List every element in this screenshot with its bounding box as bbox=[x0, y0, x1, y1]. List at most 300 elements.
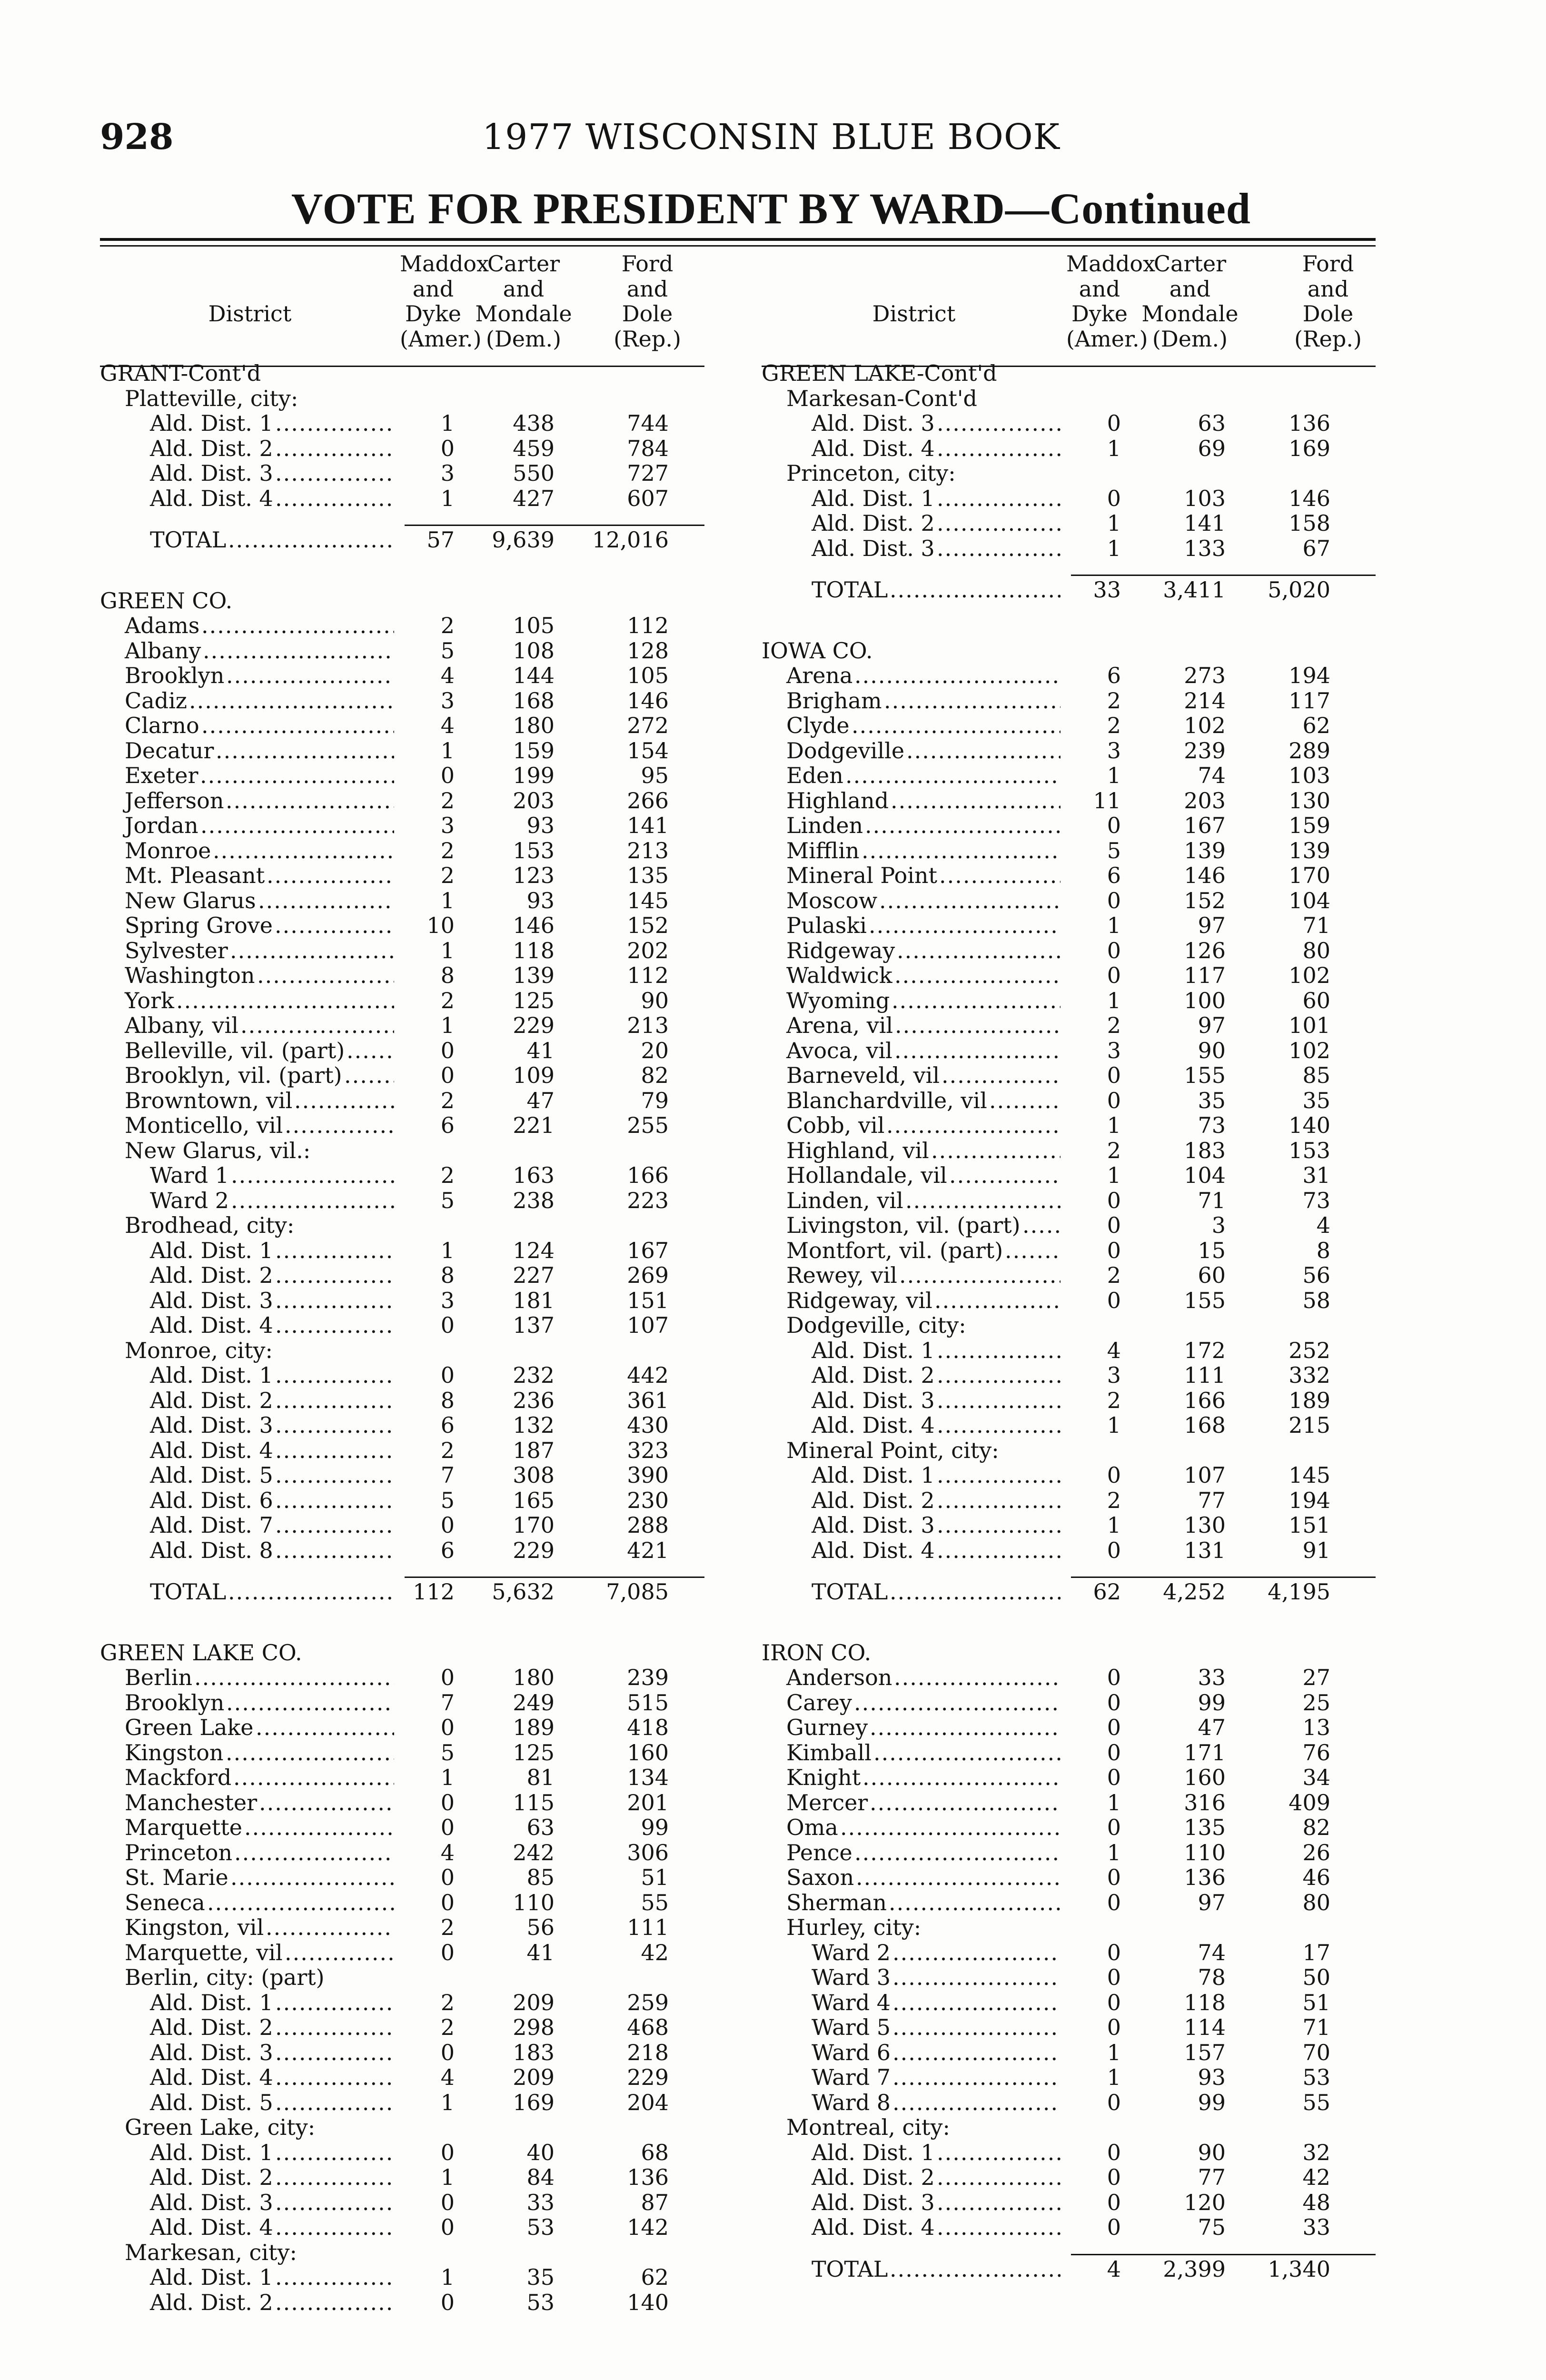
district-name: Ald. Dist. 3 bbox=[150, 2039, 273, 2065]
table-row bbox=[762, 1513, 1376, 1538]
maddox-value: 57 bbox=[426, 527, 455, 553]
carter-value: 60 bbox=[1198, 1262, 1226, 1288]
ford-value: 289 bbox=[1288, 737, 1330, 764]
table-row bbox=[762, 763, 1376, 788]
maddox-value: 0 bbox=[440, 1062, 455, 1088]
district-name: Hollandale, vil bbox=[786, 1162, 947, 1188]
maddox-value: 4 bbox=[440, 2064, 455, 2090]
district-name: Carey bbox=[786, 1689, 852, 1716]
book-title: 1977 WISCONSIN BLUE BOOK bbox=[482, 117, 1060, 158]
carter-value: 93 bbox=[526, 813, 555, 838]
carter-value: 183 bbox=[513, 2039, 555, 2065]
carter-value: 227 bbox=[513, 1262, 555, 1288]
ford-value: 32 bbox=[1302, 2139, 1330, 2165]
ford-value: 146 bbox=[627, 687, 669, 714]
ford-value: 20 bbox=[641, 1037, 669, 1063]
ford-value: 160 bbox=[627, 1739, 669, 1765]
maddox-value: 3 bbox=[1107, 1037, 1121, 1063]
carter-value: 126 bbox=[1184, 937, 1226, 963]
ford-value: 87 bbox=[641, 2189, 669, 2215]
maddox-value: 0 bbox=[440, 2039, 455, 2065]
section-heading bbox=[100, 2115, 704, 2140]
left-rows bbox=[100, 361, 704, 2315]
carter-value: 144 bbox=[513, 663, 555, 688]
district-name: Ward 8 bbox=[812, 2089, 891, 2115]
maddox-value: 0 bbox=[1107, 1815, 1121, 1840]
table-row bbox=[762, 2015, 1376, 2040]
running-header bbox=[100, 117, 1442, 174]
district-name: Ward 6 bbox=[812, 2039, 891, 2065]
ford-value: 201 bbox=[627, 1789, 669, 1815]
maddox-value: 3 bbox=[440, 1287, 455, 1313]
district-name: Ald. Dist. 4 bbox=[812, 1537, 935, 1563]
ford-value: 12,016 bbox=[592, 527, 669, 553]
district-name: Cobb, vil bbox=[786, 1112, 885, 1138]
district-name: Ward 2 bbox=[150, 1187, 229, 1213]
carter-value: 56 bbox=[526, 1914, 555, 1940]
table-row bbox=[100, 863, 704, 888]
carter-value: 203 bbox=[513, 787, 555, 813]
maddox-value: 0 bbox=[440, 2189, 455, 2215]
district-name: Monticello, vil bbox=[125, 1112, 283, 1138]
table-row bbox=[100, 1363, 704, 1388]
ford-value: 56 bbox=[1302, 1262, 1330, 1288]
ford-value: 727 bbox=[627, 460, 669, 486]
carter-value: 97 bbox=[1198, 1012, 1226, 1038]
maddox-value: 6 bbox=[440, 1412, 455, 1438]
carter-value: 170 bbox=[513, 1512, 555, 1538]
ford-value: 25 bbox=[1302, 1689, 1330, 1716]
district-name: Linden bbox=[786, 813, 863, 838]
maddox-value: 2 bbox=[440, 837, 455, 863]
district-name: TOTAL bbox=[150, 527, 227, 553]
district-name: Ald. Dist. 1 bbox=[150, 2139, 273, 2165]
table-row bbox=[100, 2265, 704, 2290]
carter-value: 316 bbox=[1184, 1789, 1226, 1815]
district-name: Ald. Dist. 6 bbox=[150, 1487, 273, 1513]
district-name: Browntown, vil bbox=[125, 1087, 293, 1113]
carter-value: 102 bbox=[1184, 713, 1226, 738]
section-heading bbox=[762, 386, 1376, 411]
table-row bbox=[100, 1940, 704, 1965]
table-row bbox=[100, 713, 704, 738]
ford-value: 229 bbox=[627, 2064, 669, 2090]
carter-value: 168 bbox=[513, 687, 555, 714]
ford-value: 266 bbox=[627, 787, 669, 813]
ford-value: 306 bbox=[627, 1839, 669, 1865]
table-row bbox=[762, 1940, 1376, 1965]
section-heading bbox=[100, 361, 704, 386]
ford-value: 1,340 bbox=[1268, 2256, 1330, 2282]
maddox-header: Maddox and Dyke (Amer.) bbox=[400, 251, 489, 352]
carter-value: 209 bbox=[513, 1989, 555, 2015]
district-name: Montreal, city: bbox=[786, 2114, 950, 2140]
maddox-value: 2 bbox=[1107, 1387, 1121, 1413]
ford-value: 288 bbox=[627, 1512, 669, 1538]
table-row bbox=[762, 2065, 1376, 2090]
carter-value: 163 bbox=[513, 1162, 555, 1188]
district-name: Ald. Dist. 3 bbox=[812, 1387, 935, 1413]
district-name: Ald. Dist. 1 bbox=[150, 1362, 273, 1388]
maddox-value: 0 bbox=[1107, 2214, 1121, 2240]
maddox-value: 2 bbox=[440, 1914, 455, 1940]
district-name: Eden bbox=[786, 763, 843, 788]
district-name: Ald. Dist. 1 bbox=[812, 2139, 935, 2165]
table-row bbox=[762, 938, 1376, 963]
district-name: TOTAL bbox=[150, 1579, 227, 1605]
ford-value: 58 bbox=[1302, 1287, 1330, 1313]
maddox-header: Maddox and Dyke (Amer.) bbox=[1066, 251, 1156, 352]
district-name: Princeton, city: bbox=[786, 460, 956, 486]
table-row bbox=[100, 688, 704, 714]
table-row bbox=[100, 1188, 704, 1213]
table-row bbox=[762, 1538, 1376, 1563]
district-name: Ald. Dist. 3 bbox=[150, 1287, 273, 1313]
maddox-value: 1 bbox=[1107, 2064, 1121, 2090]
table-row bbox=[762, 2190, 1376, 2215]
district-name: Ald. Dist. 4 bbox=[812, 2214, 935, 2240]
carter-value: 132 bbox=[513, 1412, 555, 1438]
table-row bbox=[762, 1488, 1376, 1513]
maddox-value: 0 bbox=[1107, 1087, 1121, 1113]
ford-value: 170 bbox=[1288, 863, 1330, 888]
left-column-header bbox=[100, 251, 704, 361]
ford-value: 79 bbox=[641, 1087, 669, 1113]
carter-value: 203 bbox=[1184, 787, 1226, 813]
carter-value: 77 bbox=[1198, 1487, 1226, 1513]
carter-value: 77 bbox=[1198, 2164, 1226, 2190]
carter-value: 107 bbox=[1184, 1462, 1226, 1488]
maddox-value: 112 bbox=[413, 1579, 455, 1605]
maddox-value: 2 bbox=[440, 2014, 455, 2040]
district-name: Ald. Dist. 5 bbox=[150, 2089, 273, 2115]
right-column bbox=[762, 251, 1376, 2281]
maddox-value: 1 bbox=[1107, 1412, 1121, 1438]
district-name: Brigham bbox=[786, 687, 882, 714]
table-row bbox=[762, 1363, 1376, 1388]
maddox-value: 4 bbox=[440, 663, 455, 688]
maddox-value: 4 bbox=[440, 1839, 455, 1865]
district-name: Saxon bbox=[786, 1864, 854, 1890]
ford-value: 111 bbox=[627, 1914, 669, 1940]
district-name: Ald. Dist. 2 bbox=[150, 2289, 273, 2315]
ford-value: 418 bbox=[627, 1715, 669, 1740]
table-row bbox=[100, 788, 704, 813]
table-row bbox=[100, 1815, 704, 1840]
total-row bbox=[762, 2257, 1376, 2282]
ford-value: 223 bbox=[627, 1187, 669, 1213]
carter-value: 166 bbox=[1184, 1387, 1226, 1413]
district-name: Exeter bbox=[125, 763, 198, 788]
district-name: Ald. Dist. 1 bbox=[150, 1989, 273, 2015]
carter-value: 180 bbox=[513, 713, 555, 738]
carter-value: 74 bbox=[1198, 763, 1226, 788]
district-name: Arena bbox=[786, 663, 853, 688]
table-row bbox=[100, 1513, 704, 1538]
ford-value: 194 bbox=[1288, 663, 1330, 688]
maddox-value: 1 bbox=[440, 887, 455, 913]
carter-value: 159 bbox=[513, 737, 555, 764]
table-row bbox=[100, 888, 704, 913]
carter-value: 229 bbox=[513, 1012, 555, 1038]
ford-value: 169 bbox=[1288, 435, 1330, 461]
carter-value: 298 bbox=[513, 2014, 555, 2040]
carter-value: 139 bbox=[1184, 837, 1226, 863]
maddox-value: 2 bbox=[440, 613, 455, 638]
maddox-value: 11 bbox=[1093, 787, 1121, 813]
total-rule bbox=[405, 525, 704, 526]
district-name: Jordan bbox=[125, 813, 198, 838]
table-row bbox=[762, 411, 1376, 436]
maddox-value: 0 bbox=[440, 1864, 455, 1890]
maddox-value: 2 bbox=[440, 987, 455, 1013]
carter-value: 146 bbox=[513, 912, 555, 938]
district-name: Ridgeway bbox=[786, 937, 895, 963]
maddox-value: 3 bbox=[440, 687, 455, 714]
ford-value: 139 bbox=[1288, 837, 1330, 863]
maddox-value: 0 bbox=[1107, 1212, 1121, 1238]
maddox-value: 1 bbox=[1107, 435, 1121, 461]
maddox-value: 5 bbox=[440, 1487, 455, 1513]
table-row bbox=[100, 838, 704, 863]
maddox-value: 4 bbox=[440, 713, 455, 738]
table-row bbox=[762, 1690, 1376, 1716]
ford-value: 102 bbox=[1288, 962, 1330, 988]
section-heading bbox=[762, 361, 1376, 386]
table-row bbox=[762, 1765, 1376, 1790]
table-row bbox=[100, 2090, 704, 2115]
maddox-value: 8 bbox=[440, 1262, 455, 1288]
district-name: Ald. Dist. 4 bbox=[150, 1437, 273, 1463]
district-name: Ald. Dist. 3 bbox=[812, 410, 935, 436]
table-row bbox=[100, 2165, 704, 2190]
table-row bbox=[100, 1413, 704, 1438]
carter-value: 100 bbox=[1184, 987, 1226, 1013]
maddox-value: 6 bbox=[1107, 863, 1121, 888]
carter-value: 168 bbox=[1184, 1412, 1226, 1438]
district-name: Monroe, city: bbox=[125, 1337, 273, 1363]
district-name: Ward 7 bbox=[812, 2064, 891, 2090]
maddox-value: 3 bbox=[1107, 1362, 1121, 1388]
district-name: Green Lake bbox=[125, 1715, 254, 1740]
carter-value: 308 bbox=[513, 1462, 555, 1488]
ford-value: 204 bbox=[627, 2089, 669, 2115]
table-row bbox=[100, 1690, 704, 1716]
ford-value: 140 bbox=[627, 2289, 669, 2315]
table-row bbox=[762, 436, 1376, 461]
ford-value: 53 bbox=[1302, 2064, 1330, 2090]
table-row bbox=[762, 486, 1376, 511]
district-name: Ward 2 bbox=[812, 1939, 891, 1965]
district-name: Marquette, vil bbox=[125, 1939, 283, 1965]
district-name: IRON CO. bbox=[762, 1639, 872, 1666]
ford-value: 213 bbox=[627, 1012, 669, 1038]
carter-value: 84 bbox=[526, 2164, 555, 2190]
district-name: Mackford bbox=[125, 1765, 232, 1790]
district-name: Sherman bbox=[786, 1889, 887, 1915]
ford-value: 51 bbox=[641, 1864, 669, 1890]
table-row bbox=[762, 1213, 1376, 1238]
ford-value: 35 bbox=[1302, 1087, 1330, 1113]
ford-value: 26 bbox=[1302, 1839, 1330, 1865]
maddox-value: 0 bbox=[440, 763, 455, 788]
district-name: Mineral Point bbox=[786, 863, 938, 888]
table-row bbox=[762, 738, 1376, 764]
section-heading bbox=[100, 1213, 704, 1238]
ford-value: 215 bbox=[1288, 1412, 1330, 1438]
table-row bbox=[100, 411, 704, 436]
district-name: Brooklyn bbox=[125, 1689, 225, 1716]
ford-value: 4 bbox=[1316, 1212, 1330, 1238]
district-name: Ald. Dist. 2 bbox=[812, 2164, 935, 2190]
maddox-value: 2 bbox=[1107, 1137, 1121, 1163]
carter-value: 438 bbox=[513, 410, 555, 436]
carter-value: 74 bbox=[1198, 1939, 1226, 1965]
ford-value: 167 bbox=[627, 1237, 669, 1263]
district-name: Manchester bbox=[125, 1789, 258, 1815]
table-row bbox=[100, 1488, 704, 1513]
ford-header: Ford and Dole (Rep.) bbox=[1294, 251, 1362, 352]
section-heading bbox=[100, 1138, 704, 1163]
table-row bbox=[762, 2090, 1376, 2115]
ford-value: 255 bbox=[627, 1112, 669, 1138]
maddox-value: 0 bbox=[440, 435, 455, 461]
table-row bbox=[100, 1715, 704, 1740]
table-row bbox=[100, 1388, 704, 1413]
maddox-value: 0 bbox=[440, 1312, 455, 1338]
district-name: Platteville, city: bbox=[125, 385, 298, 411]
ford-value: 145 bbox=[1288, 1462, 1330, 1488]
section-heading bbox=[762, 461, 1376, 486]
table-row bbox=[100, 2065, 704, 2090]
carter-value: 99 bbox=[1198, 1689, 1226, 1716]
table-row bbox=[100, 988, 704, 1013]
district-name: Ward 3 bbox=[812, 1964, 891, 1990]
ford-value: 71 bbox=[1302, 912, 1330, 938]
ford-value: 128 bbox=[627, 637, 669, 664]
carter-value: 109 bbox=[513, 1062, 555, 1088]
district-name: Blanchardville, vil bbox=[786, 1087, 987, 1113]
maddox-value: 0 bbox=[440, 2289, 455, 2315]
district-name: Oma bbox=[786, 1815, 838, 1840]
table-row bbox=[762, 1338, 1376, 1363]
carter-value: 93 bbox=[526, 887, 555, 913]
district-name: Ald. Dist. 1 bbox=[150, 2264, 273, 2290]
table-row bbox=[100, 1313, 704, 1338]
carter-value: 81 bbox=[526, 1765, 555, 1790]
district-name: Albany, vil bbox=[125, 1012, 238, 1038]
maddox-value: 1 bbox=[440, 485, 455, 511]
carter-value: 221 bbox=[513, 1112, 555, 1138]
right-rows bbox=[762, 361, 1376, 2281]
ford-value: 135 bbox=[627, 863, 669, 888]
district-name: Berlin, city: (part) bbox=[125, 1964, 325, 1990]
district-name: Ald. Dist. 1 bbox=[812, 1462, 935, 1488]
maddox-value: 1 bbox=[440, 2164, 455, 2190]
ford-value: 105 bbox=[627, 663, 669, 688]
carter-value: 133 bbox=[1184, 535, 1226, 561]
table-row bbox=[100, 1113, 704, 1138]
carter-value: 90 bbox=[1198, 1037, 1226, 1063]
left-column bbox=[100, 251, 704, 2315]
table-row bbox=[762, 1088, 1376, 1113]
carter-value: 180 bbox=[513, 1665, 555, 1690]
ford-value: 142 bbox=[627, 2214, 669, 2240]
maddox-value: 7 bbox=[440, 1462, 455, 1488]
carter-value: 35 bbox=[526, 2264, 555, 2290]
maddox-value: 5 bbox=[1107, 837, 1121, 863]
maddox-value: 0 bbox=[1107, 485, 1121, 511]
carter-value: 141 bbox=[1184, 510, 1226, 536]
maddox-value: 2 bbox=[440, 1162, 455, 1188]
ford-value: 259 bbox=[627, 1989, 669, 2015]
ford-value: 4,195 bbox=[1268, 1579, 1330, 1605]
maddox-value: 0 bbox=[1107, 1462, 1121, 1488]
carter-value: 157 bbox=[1184, 2039, 1226, 2065]
carter-value: 146 bbox=[1184, 863, 1226, 888]
district-name: Adams bbox=[125, 613, 200, 638]
ford-value: 48 bbox=[1302, 2189, 1330, 2215]
carter-value: 153 bbox=[513, 837, 555, 863]
table-row bbox=[100, 813, 704, 838]
section-heading bbox=[100, 2240, 704, 2265]
page-title: VOTE FOR PRESIDENT BY WARD—Continued bbox=[291, 184, 1251, 233]
maddox-value: 3 bbox=[1107, 737, 1121, 764]
maddox-value: 0 bbox=[1107, 1689, 1121, 1716]
district-name: Berlin bbox=[125, 1665, 193, 1690]
maddox-value: 0 bbox=[440, 1815, 455, 1840]
district-name: Ald. Dist. 2 bbox=[150, 2164, 273, 2190]
carter-value: 124 bbox=[513, 1237, 555, 1263]
ford-value: 744 bbox=[627, 410, 669, 436]
district-name: Clarno bbox=[125, 713, 199, 738]
district-name: Rewey, vil bbox=[786, 1262, 897, 1288]
district-name: Seneca bbox=[125, 1889, 205, 1915]
maddox-value: 0 bbox=[440, 1362, 455, 1388]
maddox-value: 0 bbox=[440, 1037, 455, 1063]
ford-value: 151 bbox=[1288, 1512, 1330, 1538]
maddox-value: 33 bbox=[1093, 577, 1121, 603]
carter-value: 232 bbox=[513, 1362, 555, 1388]
ford-value: 194 bbox=[1288, 1487, 1330, 1513]
district-name: Green Lake, city: bbox=[125, 2114, 316, 2140]
ford-value: 82 bbox=[641, 1062, 669, 1088]
table-row bbox=[762, 1890, 1376, 1915]
table-row bbox=[100, 1890, 704, 1915]
ford-value: 82 bbox=[1302, 1815, 1330, 1840]
district-name: Ald. Dist. 4 bbox=[812, 435, 935, 461]
district-name: Highland bbox=[786, 787, 889, 813]
maddox-value: 0 bbox=[1107, 1062, 1121, 1088]
district-name: GRANT-Cont'd bbox=[100, 360, 261, 386]
table-row bbox=[100, 613, 704, 638]
table-row bbox=[762, 1113, 1376, 1138]
carter-value: 130 bbox=[1184, 1512, 1226, 1538]
district-name: Arena, vil bbox=[786, 1012, 893, 1038]
maddox-value: 5 bbox=[440, 1739, 455, 1765]
carter-value: 459 bbox=[513, 435, 555, 461]
carter-value: 2,399 bbox=[1163, 2256, 1226, 2282]
carter-value: 3 bbox=[1211, 1212, 1226, 1238]
maddox-value: 0 bbox=[440, 1665, 455, 1690]
maddox-value: 6 bbox=[440, 1112, 455, 1138]
district-name: Ald. Dist. 1 bbox=[150, 410, 273, 436]
carter-value: 249 bbox=[513, 1689, 555, 1716]
table-row bbox=[762, 1463, 1376, 1488]
carter-value: 69 bbox=[1198, 435, 1226, 461]
carter-value: 75 bbox=[1198, 2214, 1226, 2240]
ford-value: 421 bbox=[627, 1537, 669, 1563]
